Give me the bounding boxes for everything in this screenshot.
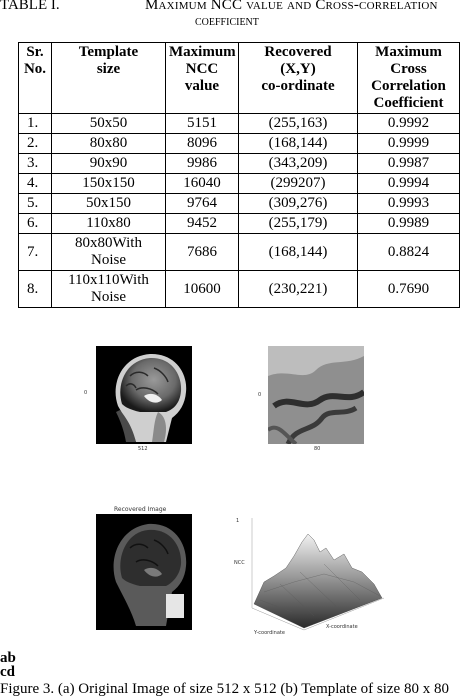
table-row [19, 174, 460, 194]
panel-b-axis-label: 80 [314, 446, 321, 452]
table-cell: (168,144) [239, 134, 358, 154]
x-axis-label: Y-coordinate [254, 630, 285, 636]
table-cell: 1. [19, 114, 52, 134]
table-title: Maximum NCC value and Cross-correlation [145, 0, 438, 13]
z-axis-label: NCC [234, 560, 245, 566]
table-cell: 5. [19, 194, 52, 214]
table-cell: 8096 [166, 134, 239, 154]
panel-a-side-tick: 0 [84, 390, 88, 396]
figure-panel-b-template-image [258, 346, 364, 452]
table-cell: 0.9989 [358, 214, 460, 234]
table-header-cell: Recovered (X,Y) co-ordinate [239, 43, 358, 114]
table-row [19, 271, 460, 308]
table-title-line2: coefficient [195, 14, 259, 29]
table-cell: 8. [19, 271, 52, 308]
table-cell: 0.9992 [358, 114, 460, 134]
table-cell: 5151 [166, 114, 239, 134]
table-row [19, 154, 460, 174]
surface-plot [234, 512, 389, 640]
figure-panel-d-ncc-surface-plot [234, 512, 389, 640]
table-cell: 7686 [166, 234, 239, 271]
table-cell: 0.9999 [358, 134, 460, 154]
brain-mri-image [96, 346, 192, 444]
table-row [19, 214, 460, 234]
table-cell: 0.8824 [358, 234, 460, 271]
table-cell: 9986 [166, 154, 239, 174]
panel-a-axis-label: 512 [138, 446, 148, 452]
table-header-cell: Template size [52, 43, 166, 114]
table-cell: 110x80 [52, 214, 166, 234]
z-tick: 1 [236, 518, 240, 524]
table-cell: 0.7690 [358, 271, 460, 308]
table-cell: 3. [19, 154, 52, 174]
table-cell: 80x80 [52, 134, 166, 154]
results-table [18, 42, 460, 308]
table-cell: (168,144) [239, 234, 358, 271]
table-cell: 50x50 [52, 114, 166, 134]
table-row [19, 114, 460, 134]
table-cell: (309,276) [239, 194, 358, 214]
table-cell: 110x110With Noise [52, 271, 166, 308]
table-cell: (230,221) [239, 271, 358, 308]
table-cell: 0.9987 [358, 154, 460, 174]
figure-panel-a-original-image [84, 346, 192, 452]
subfigure-row1-labels: ab [0, 650, 16, 666]
y-axis-label: X-coordinate [326, 624, 358, 630]
table-cell: (343,209) [239, 154, 358, 174]
table-cell: 4. [19, 174, 52, 194]
table-cell: 80x80With Noise [52, 234, 166, 271]
table-header-cell: Maximum NCC value [166, 43, 239, 114]
table-row [19, 234, 460, 271]
table-cell: 10600 [166, 271, 239, 308]
table-cell: 6. [19, 214, 52, 234]
table-header-row [19, 43, 460, 114]
panel-b-side-tick: 0 [258, 392, 262, 398]
table-row [19, 194, 460, 214]
table-cell: 150x150 [52, 174, 166, 194]
table-header-cell: Maximum Cross Correlation Coefficient [358, 43, 460, 114]
panel-c-title: Recovered Image [114, 506, 167, 513]
recovered-mri-image [96, 514, 192, 630]
table-cell: 9452 [166, 214, 239, 234]
table-cell: 0.9994 [358, 174, 460, 194]
table-cell: 2. [19, 134, 52, 154]
table-cell: (299207) [239, 174, 358, 194]
table-body [19, 114, 460, 308]
table-cell: 16040 [166, 174, 239, 194]
subfigure-row2-labels: cd [0, 664, 15, 680]
table-cell: 50x150 [52, 194, 166, 214]
template-image [268, 346, 364, 444]
table-cell: 7. [19, 234, 52, 271]
table-cell: (255,179) [239, 214, 358, 234]
table-cell: 9764 [166, 194, 239, 214]
table-header-cell: Sr. No. [19, 43, 52, 114]
figure-panel-c-recovered-image [96, 506, 192, 630]
table-cell: 90x90 [52, 154, 166, 174]
table-row [19, 134, 460, 154]
table-cell: 0.9993 [358, 194, 460, 214]
figure-caption: Figure 3. (a) Original Image of size 512 x 512 (b) Template of size 80 x 80 [0, 681, 449, 697]
table-label: TABLE I. [0, 0, 60, 13]
table-cell: (255,163) [239, 114, 358, 134]
